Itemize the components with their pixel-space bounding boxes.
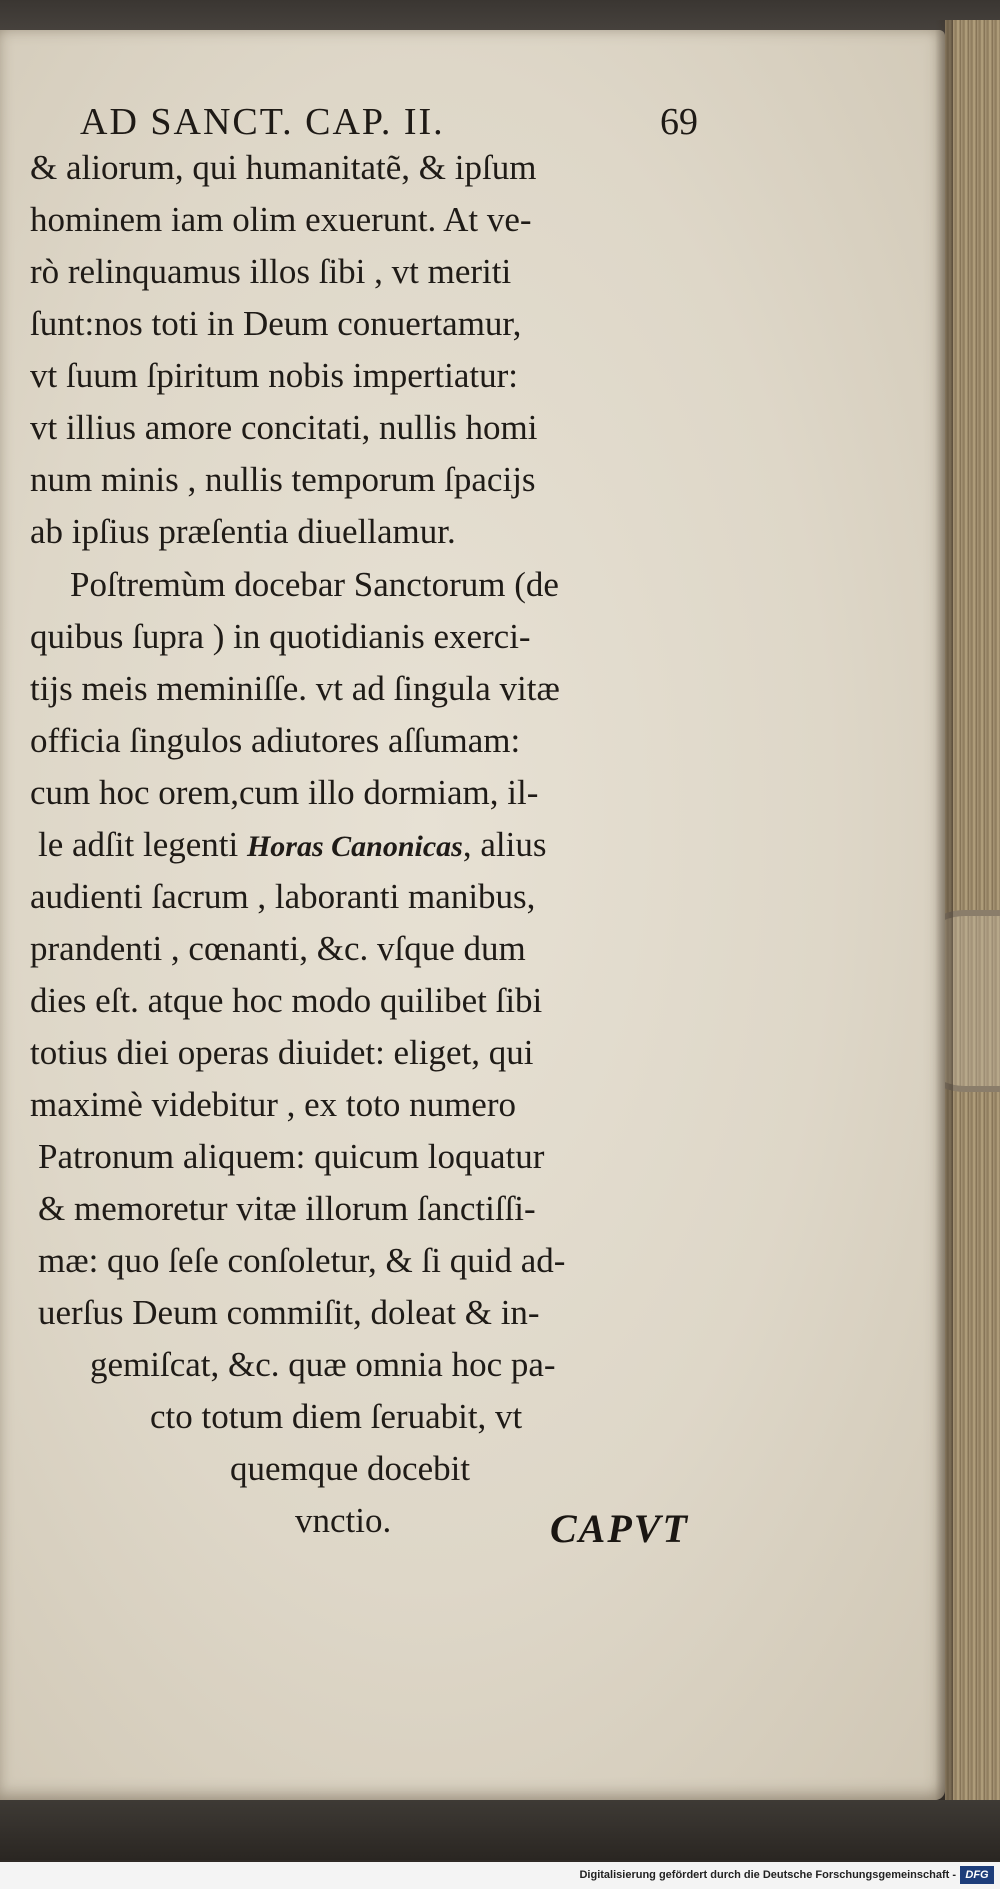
digitization-credit: Digitalisierung gefördert durch die Deutsche Forschungsgemeinschaft - [579,1869,956,1881]
text-line: num minis , nullis temporum ſpacijs [30,460,536,499]
text-line: mæ: quo ſeſe conſoletur, & ſi quid ad- [38,1241,566,1280]
page-number: 69 [660,101,698,143]
text-line: quibus ſupra ) in quotidianis exerci- [30,617,531,656]
line-text-after: , alius [462,825,547,864]
text-line: totius diei operas diuidet: eliget, qui [30,1033,534,1072]
text-line: & memoretur vitæ illorum ſanctiſſi- [38,1189,536,1228]
text-line: ſunt:nos toti in Deum conuertamur, [30,304,522,343]
text-line: uerſus Deum commiſit, doleat & in- [38,1293,540,1332]
text-line: rò relinquamus illos ſibi , vt meriti [30,252,512,291]
text-line: cto totum diem ſeruabit, vt [150,1397,523,1436]
italic-phrase: Horas Canonicas [246,830,463,863]
text-line: quemque docebit [230,1449,471,1488]
text-line: audienti ſacrum , laboranti manibus, [30,877,536,916]
text-line: dies eſt. atque hoc modo quilibet ſibi [30,981,543,1020]
text-line: maximè videbitur , ex toto numero [30,1085,517,1124]
text-line: Poſtremùm docebar Sanctorum (de [70,565,559,604]
text-line: gemiſcat, &c. quæ omnia hoc pa- [90,1345,556,1384]
text-line [38,825,546,865]
text-line: officia ſingulos adiutores aſſumam: [30,721,521,760]
bottom-shadow-band [0,1800,1000,1860]
text-line: hominem iam olim exuerunt. At ve- [30,200,532,239]
catchword: CAPVT [550,1506,689,1551]
page-edge-shadow [935,20,953,1820]
text-line: prandenti , cœnanti, &c. vſque dum [30,929,526,968]
text-line: vnctio. [295,1501,392,1540]
text-line: cum hoc orem,cum illo dormiam, il- [30,773,539,812]
text-line: vt ſuum ſpiritum nobis impertiatur: [30,356,519,395]
text-line: tijs meis meminiſſe. vt ad ſingula vitæ [30,669,560,708]
line-text-before: le adſit legenti [38,825,247,864]
running-head: AD SANCT. CAP. II. [80,101,445,143]
text-line: ab ipſius præſentia diuellamur. [30,512,456,551]
text-line: & aliorum, qui humanitatẽ, & ipſum [30,148,537,187]
dfg-logo: DFG [960,1866,994,1884]
text-line: Patronum aliquem: quicum loquatur [38,1137,545,1176]
text-line: vt illius amore concitati, nullis homi [30,408,538,447]
